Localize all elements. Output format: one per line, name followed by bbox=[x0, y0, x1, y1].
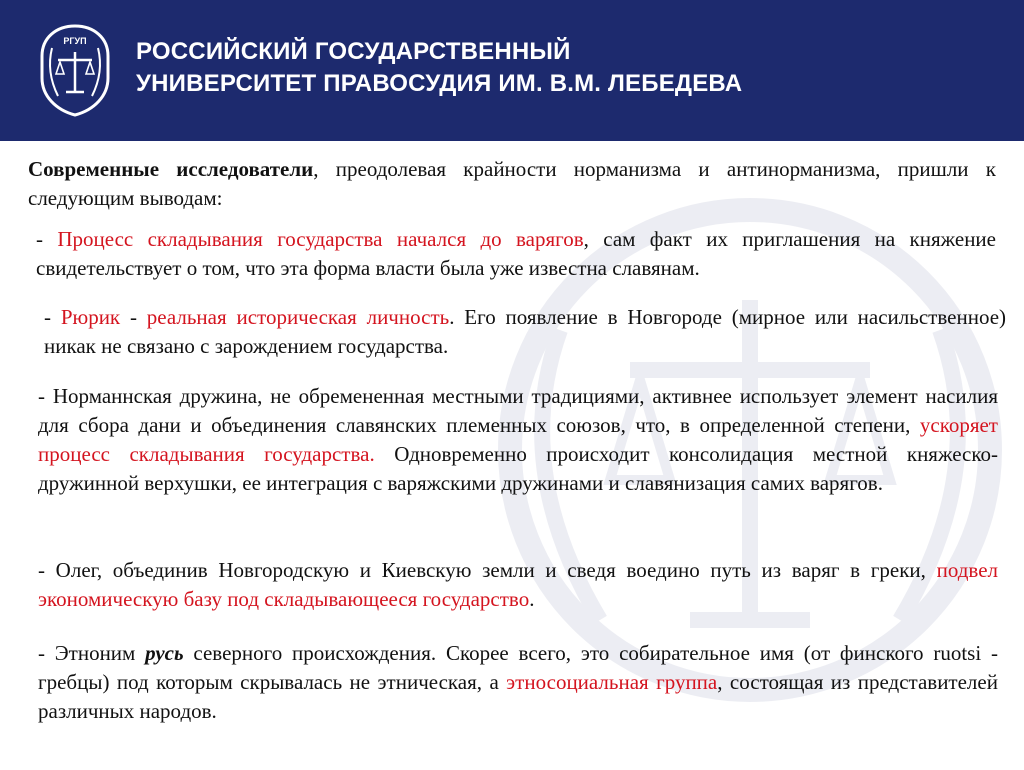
point-3 bbox=[38, 382, 998, 498]
point-5-rest: , состоящая из представителей различных народов. bbox=[38, 670, 998, 723]
point-2-rest: . Его появление в Новгороде (мирное или насильственное) никак не связано с зарождением государства. bbox=[44, 305, 1007, 358]
point-3-start: - Норманнская дружина, не обремененная местными традициями, активнее использует элемент насилия для сбора дани и объединения славянских племенных союзов, что, в определенной степени, bbox=[38, 384, 998, 437]
point-5-highlight: этносоциальная группа bbox=[506, 670, 718, 694]
point-5-start: - Этноним bbox=[38, 641, 146, 665]
point-4-start: - Олег, объединив Новгородскую и Киевскую земли и сведя воедино путь из варяг в греки, bbox=[38, 558, 937, 582]
point-5-ethnonym: русь bbox=[145, 641, 184, 665]
point-2-highlight-2: реальная историческая личность bbox=[146, 305, 450, 329]
title-line-1: РОССИЙСКИЙ ГОСУДАРСТВЕННЫЙ bbox=[136, 38, 571, 65]
point-3-rest: Одновременно происходит консолидация местной княжеско-дружинной верхушки, ее интеграция с варяжскими дружинами и славянизация самих варягов. bbox=[38, 442, 998, 495]
point-4-rest: . bbox=[529, 587, 535, 611]
point-5-mid: северного происхождения. Скорее всего, это собирательное имя (от финского ruotsi - гребцы) под которым скрывалась не этническая, а bbox=[38, 641, 998, 694]
point-3-highlight: ускоряет процесс складывания государства. bbox=[38, 413, 998, 466]
title-line-2: УНИВЕРСИТЕТ ПРАВОСУДИЯ ИМ. В.М. ЛЕБЕДЕВА bbox=[136, 70, 743, 97]
point-4-highlight: подвел экономическую базу под складывающееся государство bbox=[38, 558, 998, 611]
point-2-highlight-1: Рюрик bbox=[60, 305, 121, 329]
point-2-dash: - bbox=[44, 305, 61, 329]
point-1 bbox=[36, 225, 996, 283]
intro-paragraph bbox=[28, 155, 996, 213]
point-2 bbox=[44, 303, 1006, 361]
intro-bold: Современные исследователи bbox=[28, 157, 314, 181]
intro-rest: , преодолевая крайности норманизма и антинорманизма, пришли к следующим выводам: bbox=[28, 157, 996, 210]
point-1-highlight: Процесс складывания государства начался до варягов bbox=[57, 227, 584, 251]
point-4 bbox=[38, 556, 998, 614]
point-1-dash: - bbox=[36, 227, 58, 251]
point-5 bbox=[38, 639, 998, 726]
logo-label: РГУП bbox=[63, 36, 87, 46]
point-2-mid: - bbox=[120, 305, 147, 329]
point-1-rest: , сам факт их приглашения на княжение свидетельствует о том, что эта форма власти была уже известна славянам. bbox=[36, 227, 996, 280]
